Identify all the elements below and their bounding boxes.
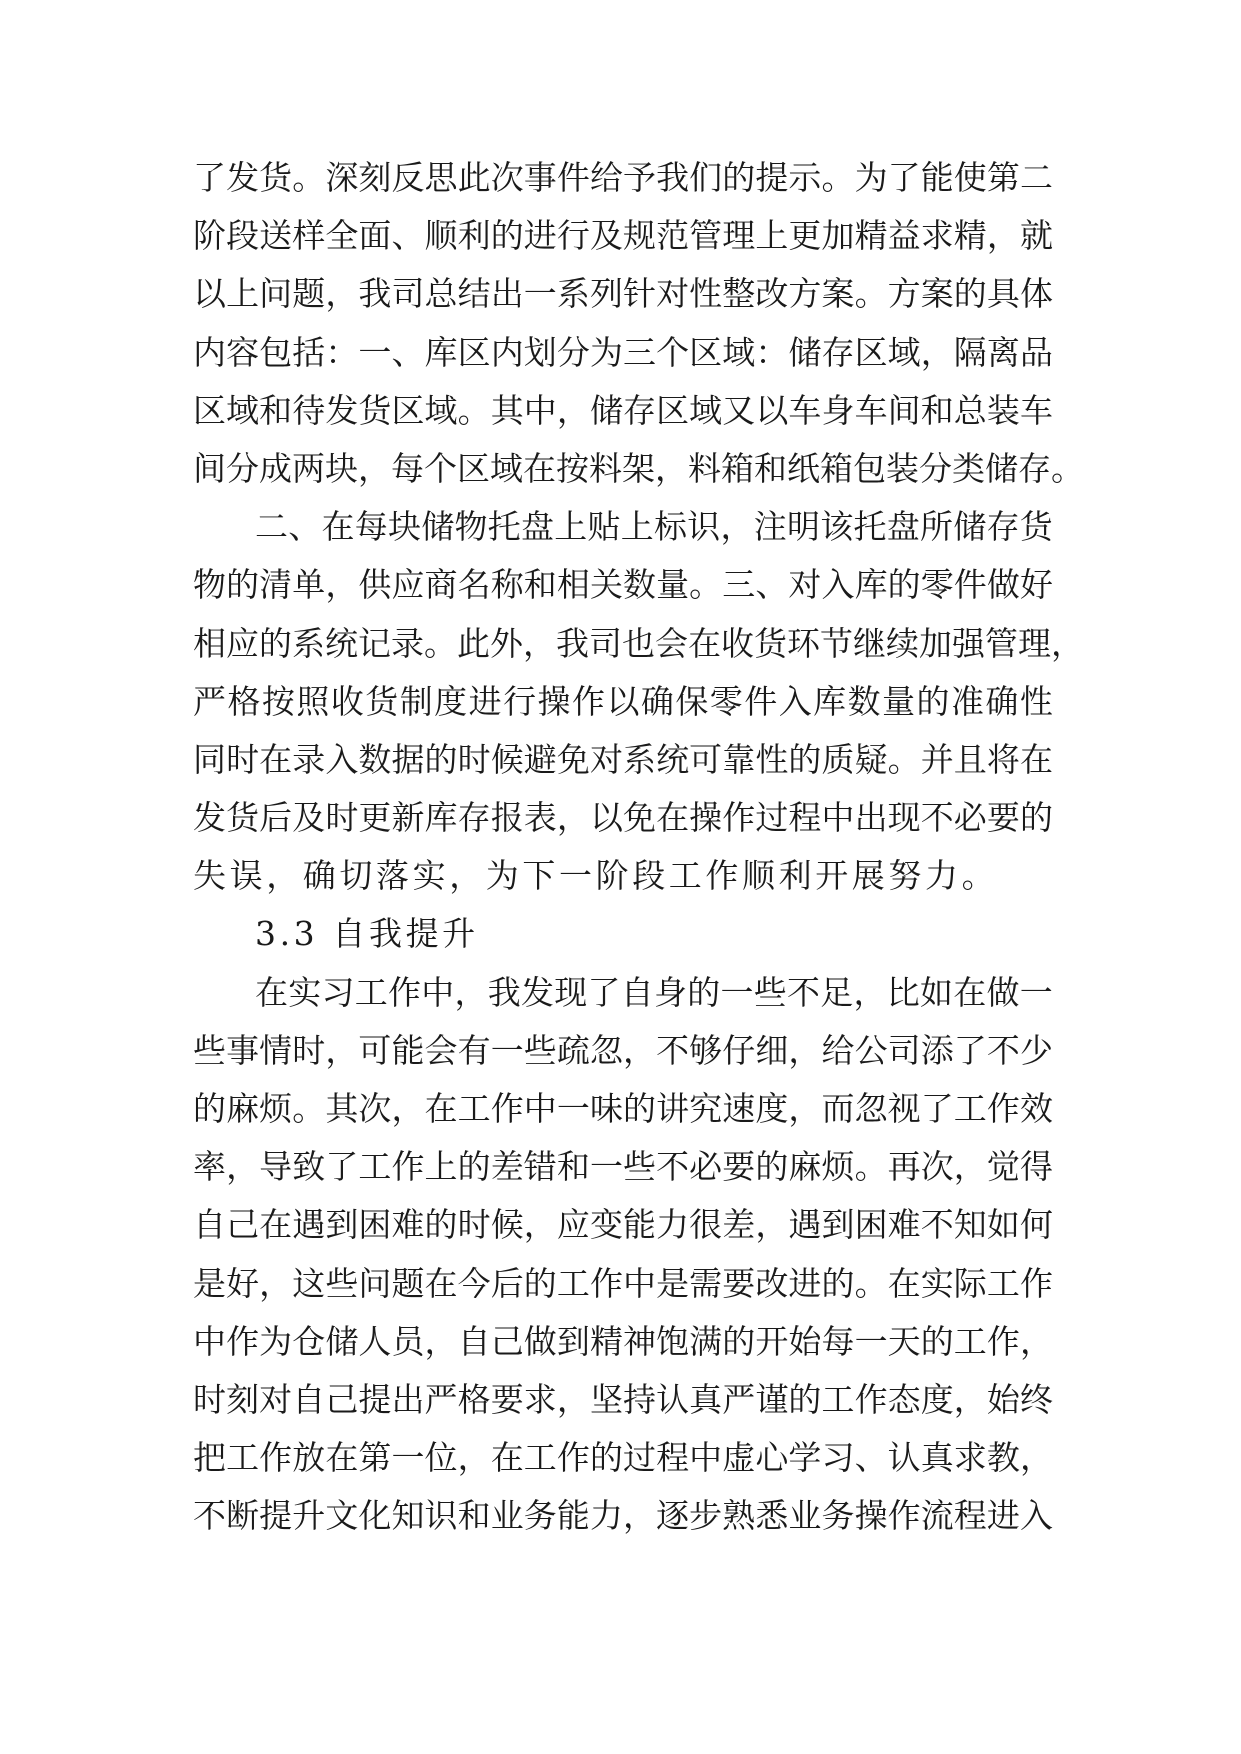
text-line: 时 刻 对 自 己 提 出 严 格 要 求 ， 坚 持 认 真 严 谨 的 工 作 态 度 ， 始 终	[193, 1379, 1053, 1419]
text-line: 的 麻 烦 。 其 次 ， 在 工 作 中 一 味 的 讲 究 速 度 ， 而 忽 视 了 工 作 效	[193, 1089, 1053, 1128]
section-heading	[193, 905, 1053, 963]
text-line: 了 发 货 。 深 刻 反 思 此 次 事 件 给 予 我 们 的 提 示 。 为 了 能 使 第 二	[193, 158, 1053, 197]
text-line: 把 工 作 放 在 第 一 位 ， 在 工 作 的 过 程 中 虚 心 学 习 、 认 真 求 教 ，	[193, 1438, 1053, 1478]
text-line: 发 货 后 及 时 更 新 库 存 报 表 ， 以 免 在 操 作 过 程 中 出 现 不 必 要 的	[193, 798, 1053, 838]
paragraph	[193, 149, 1084, 498]
text-line: 区 域 和 待 发 货 区 域 。 其 中 ， 储 存 区 域 又 以 车 身 车 间 和 总 装 车	[193, 390, 1053, 430]
text-line: 中 作 为 仓 储 人 员 ， 自 己 做 到 精 神 饱 满 的 开 始 每 一 天 的 工 作 ，	[193, 1321, 1053, 1361]
text-line: 物 的 清 单 ， 供 应 商 名 称 和 相 关 数 量 。 三 、 对 入 库 的 零 件 做 好	[193, 565, 1053, 605]
text-line: 失误，确切落实，为下一阶段工作顺利开展努力。	[193, 856, 999, 896]
text-line: 不 断 提 升 文 化 知 识 和 业 务 能 力 ， 逐 步 熟 悉 业 务 操 作 流 程 进 入	[193, 1496, 1053, 1536]
document-body	[193, 149, 1084, 1546]
text-line: 严 格 按 照 收 货 制 度 进 行 操 作 以 确 保 零 件 入 库 数 量 的 准 确 性	[193, 681, 1053, 721]
paragraph	[193, 964, 1053, 1546]
text-line: 是 好 ， 这 些 问 题 在 今 后 的 工 作 中 是 需 要 改 进 的 。 在 实 际 工 作	[193, 1263, 1053, 1303]
text-line: 自 己 在 遇 到 困 难 的 时 候 ， 应 变 能 力 很 差 ， 遇 到 困 难 不 知 如 何	[193, 1205, 1053, 1245]
text-line: 同 时 在 录 入 数 据 的 时 候 避 免 对 系 统 可 靠 性 的 质 疑 。 并 且 将 在	[193, 739, 1053, 779]
text-line: 以 上 问 题 ， 我 司 总 结 出 一 系 列 针 对 性 整 改 方 案 。 方 案 的 具 体	[193, 274, 1053, 314]
text-line: 间 分 成 两 块 ， 每 个 区 域 在 按 料 架 ， 料 箱 和 纸 箱 包 装 分 类 储 存 。	[193, 448, 1084, 488]
section-heading-text: 3.3 自我提升	[255, 914, 479, 954]
text-line: 内 容 包 括 ： 一 、 库 区 内 划 分 为 三 个 区 域 ： 储 存 区 域 ， 隔 离 品	[193, 332, 1053, 372]
paragraph	[193, 498, 1084, 905]
text-line: 率 ， 导 致 了 工 作 上 的 差 错 和 一 些 不 必 要 的 麻 烦 。 再 次 ， 觉 得	[193, 1147, 1053, 1187]
text-line: 二 、 在 每 块 储 物 托 盘 上 贴 上 标 识 ， 注 明 该 托 盘 所 储 存 货	[255, 507, 1053, 547]
text-line: 阶 段 送 样 全 面 、 顺 利 的 进 行 及 规 范 管 理 上 更 加 精 益 求 精 ， 就	[193, 216, 1053, 256]
text-line: 些 事 情 时 ， 可 能 会 有 一 些 疏 忽 ， 不 够 仔 细 ， 给 公 司 添 了 不 少	[193, 1030, 1053, 1070]
text-line: 相 应 的 系 统 记 录 。 此 外 ， 我 司 也 会 在 收 货 环 节 继 续 加 强 管 理 ，	[193, 623, 1084, 663]
text-line: 在 实 习 工 作 中 ， 我 发 现 了 自 身 的 一 些 不 足 ， 比 如 在 做 一	[255, 972, 1053, 1012]
